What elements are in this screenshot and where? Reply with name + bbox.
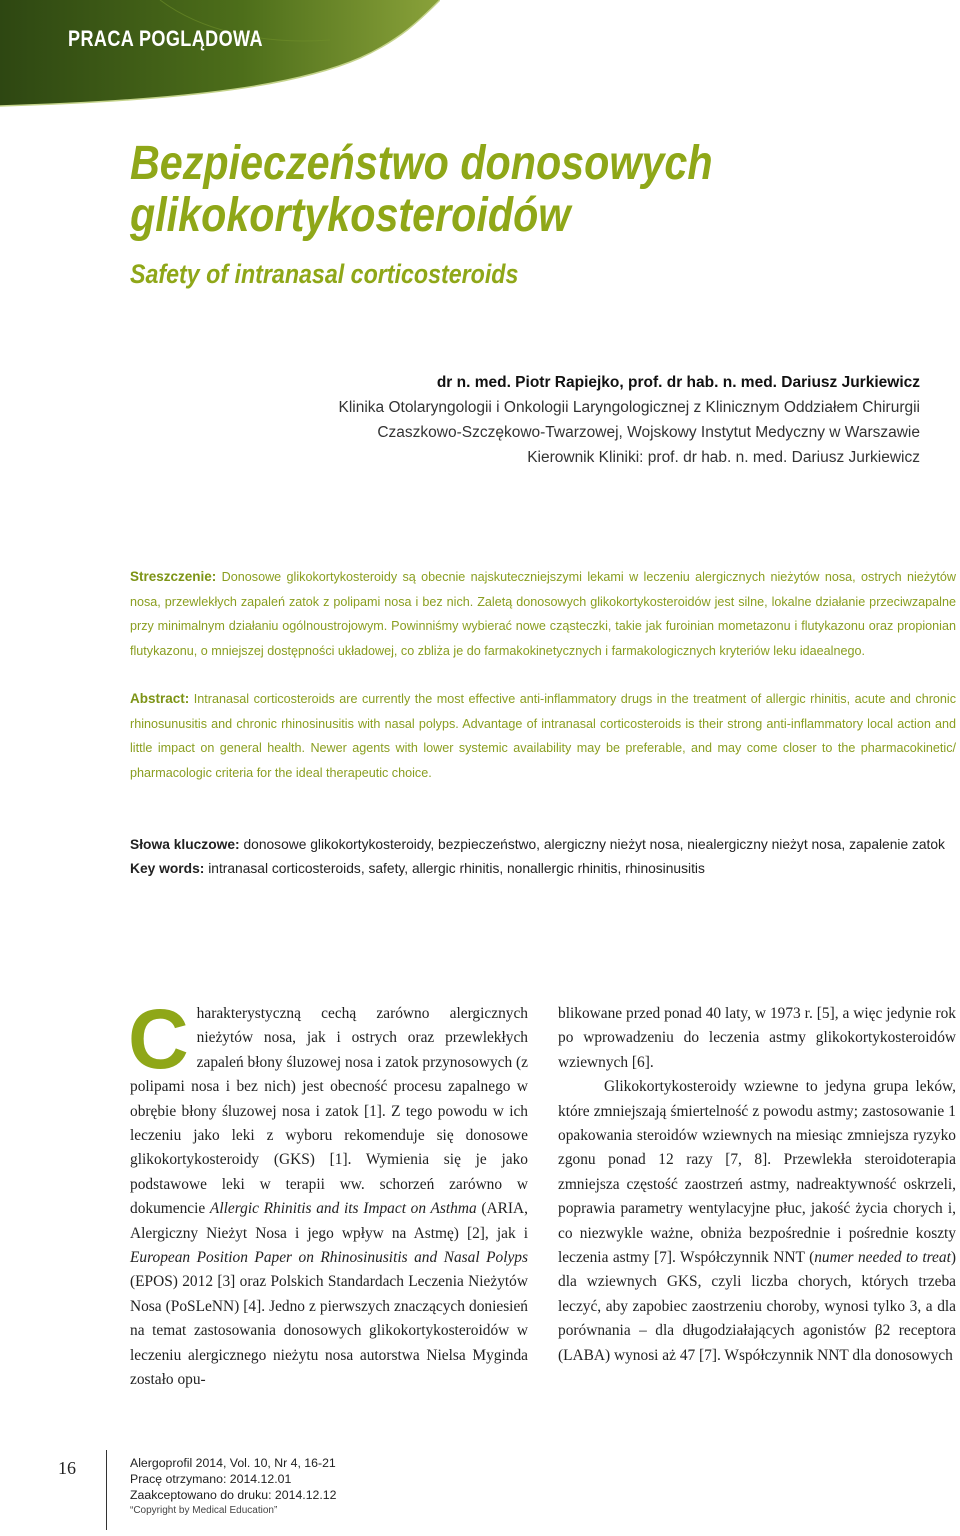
affiliation-line-3: Kierownik Kliniki: prof. dr hab. n. med. Dariusz Jurkiewicz [527,449,920,466]
keywords-polish-label: Słowa kluczowe: [130,837,240,852]
body-text: (ARIA, Alergiczny Nieżyt Nosa i jego wpływ na Astmę) [2], jak i [130,1200,528,1242]
body-italic: Allergic Rhinitis and its Impact on Asthma [209,1200,477,1218]
abstract-english [130,687,956,785]
body-text: ) dla wziewnych GKS, czyli liczba chorych, których trzeba leczyć, aby zapobiec zaostrzeniu choroby, wynosi tylko 3, a dla porównania – dla długodziałających agonistów β2 receptora (LABA) wynosi aż 47 [7]. Współczynnik NNT dla donosowych [558,1249,956,1364]
english-title: Safety of intranasal corticosteroids [130,259,519,289]
footer-divider [106,1450,107,1530]
title-line-1: Bezpieczeństwo donosowych [130,137,713,190]
body-text: harakterystyczną cechą zarówno alergicznych nieżytów nosa, jak i ostrych oraz przewlekłych zapaleń błony śluzowej nosa i zatok przynosowych (z polipami nosa i bez nich) jest obecność procesu zapalnego w obrębie błony śluzowej nosa i zatok [1]. Z tego powodu w ich leczeniu jako leki z wyboru rekomenduje się donosowe glikokortykosteroidy (GKS) [1]. Wymienia się je jako podstawowe leki w terapii ww. schorzeń zarówno w dokumencie [130,1005,528,1218]
copyright: “Copyright by Medical Education” [130,1505,278,1516]
abstract-polish-text: Donosowe glikokortykosteroidy są obecnie najskuteczniejszymi lekami w leczeniu alergicznych nieżytów nosa, ostrych nieżytów nosa, przewlekłych zapaleń zatok z polipami nosa i bez nich. Zaletą donosowych glikokortykosteroidów jest silne, lokalne działanie przeciwzapalne przy minimalnym działaniu ogólnoustrojowym. Powinniśmy wybierać nowe cząsteczki, takie jak furoinian mometazonu i flutykazonu oraz propionian flutykazonu, o mniejszej dostępności układowej, co zbliża je do farmakokinetycznych i farmakologicznych kryteriów leku idaealnego. [130,570,956,658]
body-italic: numer needed to treat [814,1249,951,1267]
drop-cap: C [128,992,189,1086]
body-text: Glikokortykosteroidy wziewne to jedyna grupa leków, które zmniejszają śmiertelność z powodu astmy; zastosowanie 1 opakowania steroidów wziewnych na miesiąc zmniejsza ryzyko zgonu ponad 12 razy [7, 8]. Przewlekła steroidoterapia zmniejsza częstość zaostrzeń astmy, nadreaktywność oskrzeli, poprawia parametry wentylacyjne płuc, jakość życia chorych i, co niezwykle ważne, obniża bezpośrednie i pośrednie koszty leczenia astmy [7]. Współczynnik NNT ( [558,1078,956,1267]
body-paragraph-3 [558,1075,956,1368]
keywords-english [130,857,960,881]
abstract-english-text: Intranasal corticosteroids are currently the most effective anti-inflammatory drugs in the treatment of allergic rhinitis, acute and chronic rhinosunusitis and chronic rhinosinusitis with nasal polyps. Advantage of intranasal corticosteroids is their strong anti-inflammatory local action and little impact on general health. Newer agents with lower systemic availability may be preferable, and may come closer to the pharmacokinetic/ pharmacologic criteria for the ideal therapeutic choice. [130,692,956,780]
body-paragraph-1 [128,992,528,1393]
body-column-right [558,1002,956,1368]
keywords-english-label: Key words: [130,861,205,876]
page-number: 16 [58,1458,76,1478]
header-banner [0,0,440,110]
section-label: PRACA POGLĄDOWA [68,26,263,51]
received-date: Pracę otrzymano: 2014.12.01 [130,1472,292,1486]
keywords-polish-text: donosowe glikokortykosteroidy, bezpieczeństwo, alergiczny nieżyt nosa, niealergiczny nieżyt nosa, zapalenie zatok [243,837,945,852]
article-title [130,138,801,242]
abstract-polish-label: Streszczenie: [130,569,217,584]
body-paragraph-2: blikowane przed ponad 40 laty, w 1973 r. [5], a więc jedynie rok po wprowadzeniu do leczenia astmy glikokortykosteroidów wziewnych [6]. [558,1005,956,1071]
journal-citation: Alergoprofil 2014, Vol. 10, Nr 4, 16-21 [130,1456,336,1470]
keywords-polish [130,833,960,857]
accepted-date: Zaakceptowano do druku: 2014.12.12 [130,1488,337,1502]
authors: dr n. med. Piotr Rapiejko, prof. dr hab. n. med. Dariusz Jurkiewicz [436,374,920,391]
footer-info [130,1455,336,1519]
body-column-left [128,992,528,1393]
abstract-polish [130,565,956,663]
abstract-english-label: Abstract: [130,691,190,706]
affiliation-block [100,370,920,470]
affiliation-line-2: Czaszkowo-Szczękowo-Twarzowej, Wojskowy Instytut Medyczny w Warszawie [377,424,920,441]
title-line-2: glikokortykosteroidów [130,189,571,242]
keywords-english-text: intranasal corticosteroids, safety, allergic rhinitis, nonallergic rhinitis, rhinosinusitis [208,861,705,876]
body-italic: European Position Paper on Rhinosinusitis and Nasal Polyps [130,1249,528,1267]
body-text: (EPOS) 2012 [3] oraz Polskich Standardach Leczenia Nieżytów Nosa (PoSLeNN) [4]. Jedno z pierwszych znaczących doniesień na temat zastosowania donosowych glikokortykosteroidów w leczeniu alergicznego nieżytu nosa autorstwa Nielsa Myginda zostało opu- [130,1273,528,1389]
affiliation-line-1: Klinika Otolaryngologii i Onkologii Laryngologicznej z Klinicznym Oddziałem Chirurgii [338,399,920,416]
